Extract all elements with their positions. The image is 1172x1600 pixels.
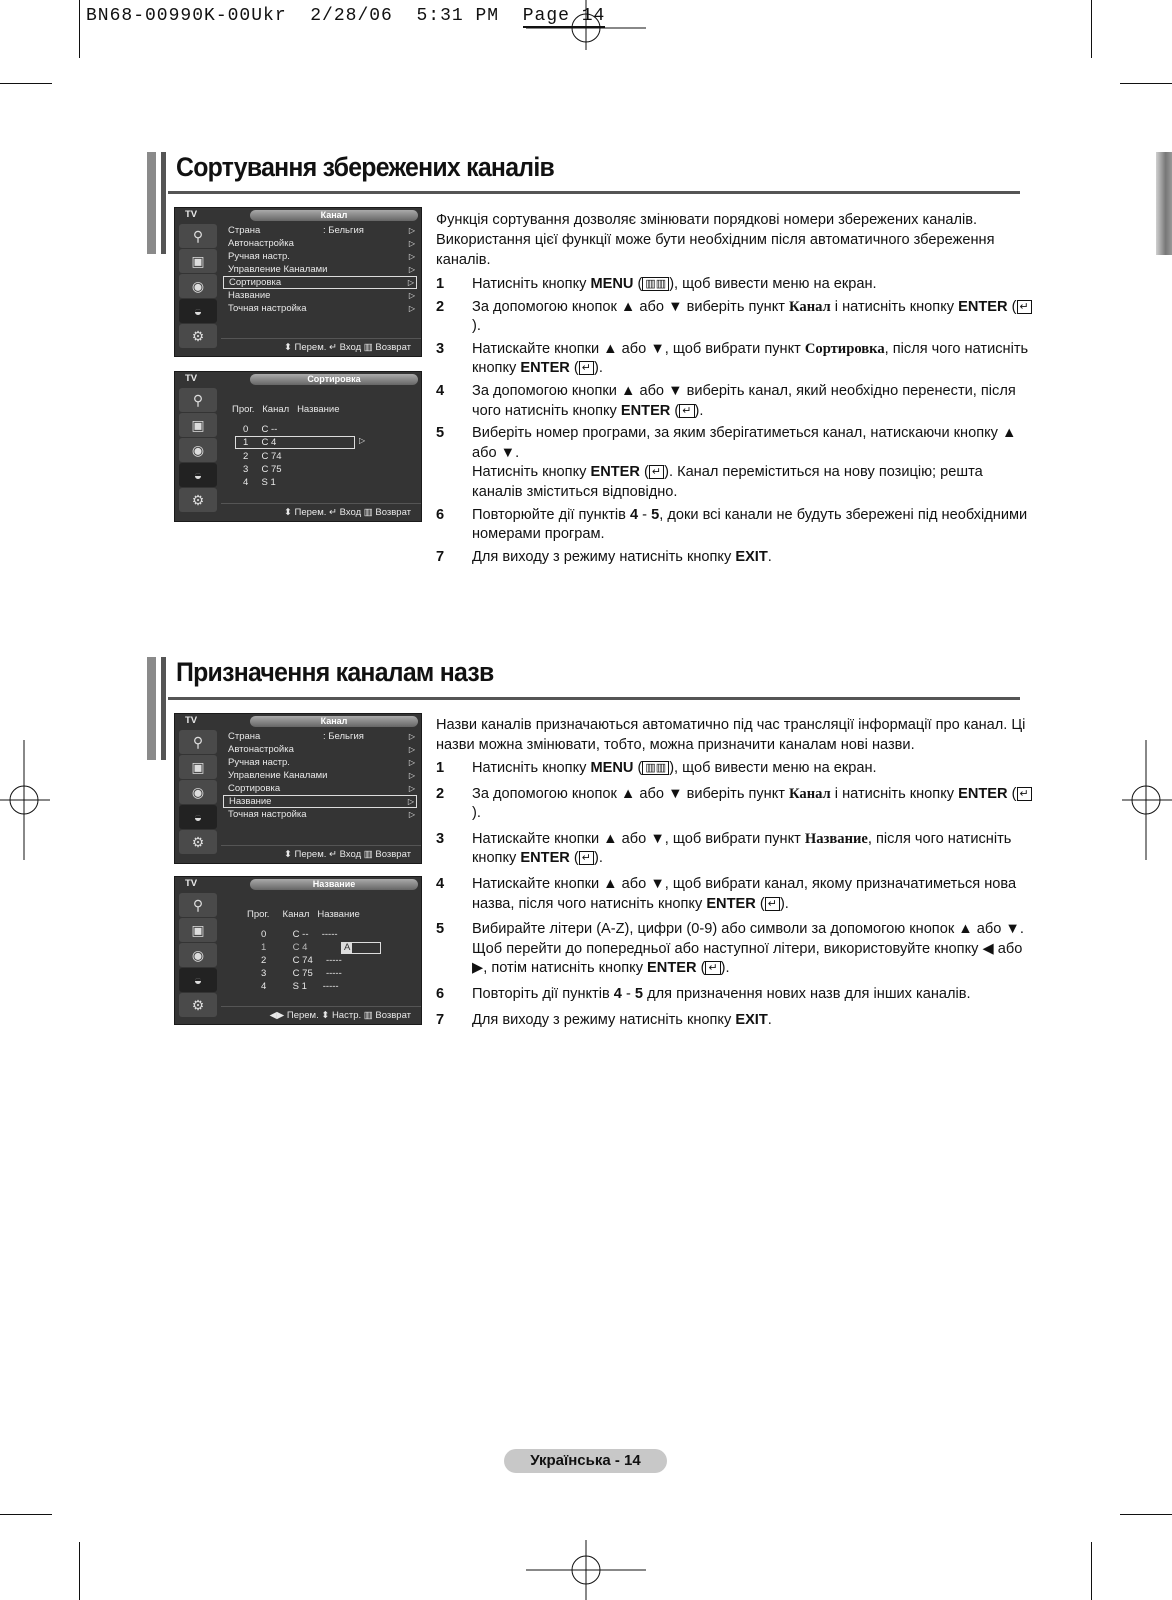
step-number: 4 (436, 382, 445, 399)
step-number: 6 (436, 985, 445, 1002)
name-cursor: A (341, 942, 381, 954)
step-item (436, 340, 1036, 379)
osd-sort-screen (174, 371, 422, 522)
osd-tv-label: TV (185, 878, 198, 889)
osd-menu-item: Ручная настр. ▷ (228, 757, 415, 768)
osd-table-header: Прог. Канал Название (247, 909, 360, 920)
step-number: 3 (436, 340, 445, 357)
osd-icon-column (175, 224, 221, 349)
setup-icon: ⚙ (179, 993, 217, 1017)
osd-menu-item: Сортировка ▷ (228, 783, 415, 794)
step-text: Натискайте кнопки ▲ або ▼, щоб вибрати канал, якому призначатиметься нова назва, після чого натисніть кнопку ENTER ( ↵ ). (472, 875, 1017, 912)
section-marker (161, 152, 166, 254)
step-number: 1 (436, 276, 445, 292)
section-rule (168, 697, 1020, 700)
step-item (436, 1011, 1036, 1031)
arrow-right-icon: ▷ (359, 436, 366, 445)
section-intro: Функція сортування дозволяє змінювати порядкові номери збережених каналів. Використання цієї функції може бути необхідним після автоматичного збереження каналів. (436, 212, 995, 268)
osd-title: Сортировка (250, 374, 418, 385)
section-rule (168, 191, 1020, 194)
osd-tv-label: TV (185, 373, 198, 384)
crop-mark (79, 1542, 80, 1600)
picture-icon: ▣ (179, 249, 217, 273)
step-text: Натискайте кнопки ▲ або ▼, щоб вибрати пункт Название, після чого натисніть кнопку ENTER ( ↵ ). (472, 830, 1012, 867)
osd-icon-column (175, 730, 221, 855)
step-text: Для виходу з режиму натисніть кнопку EXIT. (472, 548, 772, 565)
osd-icon-column (175, 893, 221, 1018)
crop-mark (1091, 1542, 1092, 1600)
step-number: 1 (436, 760, 445, 776)
step-text: За допомогою кнопки ▲ або ▼ виберіть канал, який необхідно перенести, після чого натисніть кнопку ENTER ( ↵ ). (472, 382, 1016, 419)
channel-icon: ◒ (179, 968, 217, 992)
step-text: За допомогою кнопок ▲ або ▼ виберіть пункт Канал і натисніть кнопку ENTER ( ↵). (472, 299, 1032, 335)
osd-icon-column (175, 388, 221, 513)
osd-table-row: 0 C -- ----- (261, 929, 338, 940)
crop-mark (1091, 0, 1092, 58)
osd-table-row: 4 S 1 ----- (261, 981, 339, 992)
osd-title: Канал (250, 716, 418, 727)
step-item (436, 985, 1036, 1005)
osd-table-row-selected: 1 C 4 (261, 942, 324, 953)
step-number: 2 (436, 298, 445, 315)
picture-icon: ▣ (179, 755, 217, 779)
step-number: 6 (436, 506, 445, 523)
channel-icon: ◒ (179, 463, 217, 487)
step-text: Вибирайте літери (A‑Z), цифри (0‑9) або символи за допомогою кнопок ▲ або ▼. Щоб перейти до попередньої або наступної літери, використовуйте кнопку ◀ або ▶, потім натисніть кнопку ENTER ( ↵ ). (472, 921, 1024, 977)
step-item (436, 382, 1036, 421)
step-item (436, 424, 1036, 502)
step-text: Натисніть кнопку MENU ( ​▥▥ ), щоб вивести меню на екран. (472, 276, 877, 292)
section-title: Сортування збережених каналів (176, 152, 555, 182)
side-tab-bar (1156, 152, 1172, 255)
step-number: 7 (436, 1011, 445, 1028)
setup-icon: ⚙ (179, 830, 217, 854)
step-number: 7 (436, 548, 445, 565)
sound-icon: ◉ (179, 438, 217, 462)
osd-menu-item: Управление Каналами ▷ (228, 264, 415, 275)
osd-menu-list (223, 730, 417, 821)
sound-icon: ◉ (179, 274, 217, 298)
osd-menu-item: Точная настройка ▷ (228, 809, 415, 820)
osd-channel-menu (174, 713, 422, 864)
osd-channel-menu (174, 207, 422, 357)
section-marker (147, 152, 156, 254)
step-text: За допомогою кнопок ▲ або ▼ виберіть пункт Канал і натисніть кнопку ENTER ( ↵). (472, 786, 1032, 822)
step-text: Повторюйте дії пунктів 4 ‑ 5, доки всі канали не будуть збережені під необхідними номерами програм. (472, 506, 1028, 543)
antenna-icon: ⚲ (179, 388, 217, 412)
osd-title: Название (250, 879, 418, 890)
step-number: 5 (436, 921, 445, 938)
step-item (436, 275, 1036, 295)
osd-table-row: 2 C 74 (243, 451, 282, 462)
step-item (436, 506, 1036, 545)
steps-list (436, 275, 1036, 570)
step-item (436, 298, 1036, 337)
crop-mark (1120, 1514, 1172, 1515)
channel-icon: ◒ (179, 805, 217, 829)
section-intro: Назви каналів призначаються автоматично під час трансляції інформації про канал. Ці назви можна змінювати, тобто, можна призначити каналам нові назви. (436, 717, 1026, 753)
steps-list (436, 759, 1036, 1036)
crop-mark (0, 83, 52, 84)
step-text: Для виходу з режиму натисніть кнопку EXIT. (472, 1011, 772, 1028)
osd-menu-item: Название ▷ (228, 290, 415, 301)
osd-menu-item: Страна : Бельгия ▷ (228, 731, 415, 742)
registration-mark (0, 740, 50, 860)
section-title: Призначення каналам назв (176, 657, 494, 687)
osd-menu-list (223, 224, 417, 315)
crop-mark (1120, 83, 1172, 84)
step-text: Натискайте кнопки ▲ або ▼, щоб вибрати пункт Сортировка, після чого натисніть кнопку ENTER ( ↵ ). (472, 340, 1029, 377)
antenna-icon: ⚲ (179, 730, 217, 754)
step-number: 4 (436, 875, 445, 892)
sound-icon: ◉ (179, 780, 217, 804)
osd-menu-item-selected: Сортировка ▷ (223, 276, 417, 289)
step-number: 2 (436, 785, 445, 802)
step-number: 3 (436, 830, 445, 847)
osd-menu-item: Автонастройка ▷ (228, 744, 415, 755)
step-item (436, 759, 1036, 779)
step-text: Повторіть дії пунктів 4 ‑ 5 для призначення нових назв для інших каналів. (472, 985, 971, 1002)
osd-menu-item: Страна : Бельгия ▷ (228, 225, 415, 236)
step-item (436, 785, 1036, 824)
osd-name-screen (174, 876, 422, 1025)
antenna-icon: ⚲ (179, 224, 217, 248)
page-footer-label: Українська - 14 (504, 1449, 667, 1473)
picture-icon: ▣ (179, 413, 217, 437)
osd-table-row: 3 C 75 ----- (261, 968, 342, 979)
picture-icon: ▣ (179, 918, 217, 942)
registration-mark (526, 0, 646, 50)
section-marker (147, 657, 156, 760)
print-header: BN68-00990K-00Ukr 2/28/06 5:31 PM Page 14 (86, 6, 606, 26)
osd-footer: ⬍ Перем. ↵ Вход ▥ Возврат (221, 338, 421, 356)
osd-footer: ⬍ Перем. ↵ Вход ▥ Возврат (221, 503, 421, 521)
setup-icon: ⚙ (179, 488, 217, 512)
crop-mark (0, 1514, 52, 1515)
step-item (436, 920, 1036, 979)
antenna-icon: ⚲ (179, 893, 217, 917)
osd-table-row: 4 S 1 (243, 477, 276, 488)
osd-table-row-selected: 1 C 4 (235, 436, 355, 449)
section-marker (161, 657, 166, 760)
osd-menu-item: Точная настройка ▷ (228, 303, 415, 314)
osd-footer: ◀▶ Перем. ⬍ Настр. ▥ Возврат (221, 1006, 421, 1024)
step-text: Натисніть кнопку MENU ( ▥▥ ), щоб вивести меню на екран. (472, 760, 877, 776)
step-text: Виберіть номер програми, за яким зберігатиметься канал, натискаючи кнопку ▲ або ▼. Натисніть кнопку ENTER ( ↵ ). Канал переміститься на нову позицію; решта каналів зміститься відповідно. (472, 425, 1017, 500)
step-number: 5 (436, 425, 445, 442)
osd-table-row: 3 C 75 (243, 464, 282, 475)
osd-menu-item: Автонастройка ▷ (228, 238, 415, 249)
step-item (436, 830, 1036, 869)
crop-mark (79, 0, 80, 58)
channel-icon: ◒ (179, 299, 217, 323)
setup-icon: ⚙ (179, 324, 217, 348)
osd-table-row: 2 C 74 ----- (261, 955, 342, 966)
step-item (436, 875, 1036, 914)
osd-menu-item: Управление Каналами ▷ (228, 770, 415, 781)
registration-mark (526, 1540, 646, 1600)
osd-menu-item: Ручная настр. ▷ (228, 251, 415, 262)
osd-tv-label: TV (185, 209, 198, 220)
step-item (436, 548, 1036, 568)
osd-footer: ⬍ Перем. ↵ Вход ▥ Возврат (221, 845, 421, 863)
osd-menu-item-selected: Название ▷ (223, 795, 417, 808)
osd-table-row: 0 C -- (243, 424, 278, 435)
osd-title: Канал (250, 210, 418, 221)
registration-mark (1122, 740, 1172, 860)
sound-icon: ◉ (179, 943, 217, 967)
osd-tv-label: TV (185, 715, 198, 726)
osd-table-header: Прог. Канал Название (232, 404, 340, 415)
